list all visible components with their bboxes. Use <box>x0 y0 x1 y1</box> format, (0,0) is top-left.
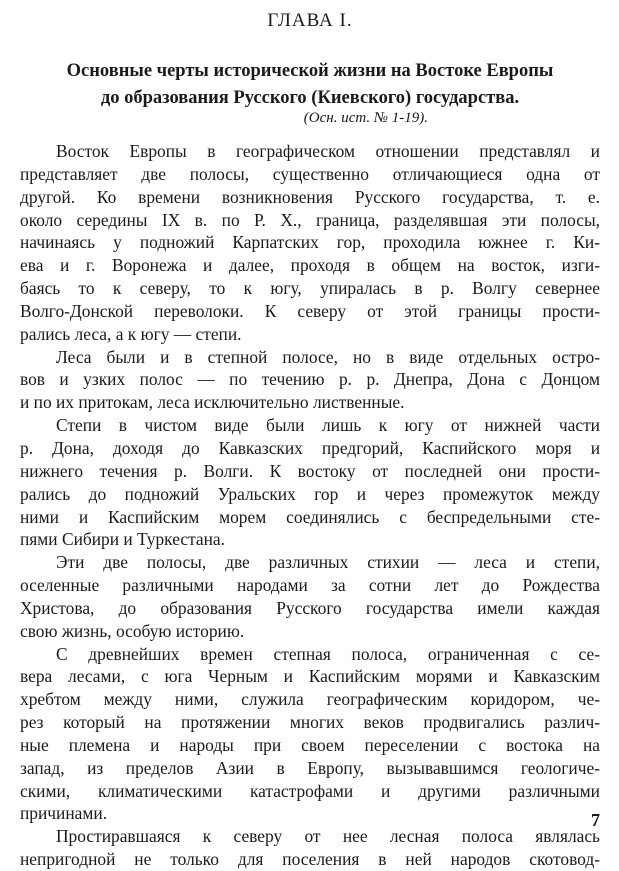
text-line: С древнейших времен степная полоса, ограниченная с се- <box>56 643 600 664</box>
text-line: пями Сибири и Туркестана. <box>20 529 225 550</box>
text-line: р. Дона, доходя до Кавказских предгорий, Каспийского моря и <box>20 437 600 458</box>
paragraph <box>20 140 600 346</box>
text-line: хребтом между ними, служила географическим коридором, че- <box>20 689 600 710</box>
paragraph <box>20 551 600 642</box>
paragraph <box>20 346 600 415</box>
text-line: и по их притокам, леса исключительно лиственные. <box>20 392 405 413</box>
page-number: 7 <box>591 810 600 830</box>
text-line: вера лесами, с юга Черным и Каспийским морями и Кавказским <box>20 666 600 687</box>
chapter-title-line: Основные черты исторической жизни на Востоке Европы <box>66 61 554 81</box>
chapter-title-line: до образования Русского (Киевского) государства. <box>100 88 520 108</box>
text-line: рались до подножий Уральских гор и через промежуток между <box>20 483 600 504</box>
text-line: Восток Европы в географическом отношении представлял и <box>56 141 600 161</box>
text-line: около середины IX в. по Р. Х., граница, разделявшая эти полосы, <box>20 209 600 230</box>
text-line: начинаясь у подножий Карпатских гор, проходила южнее г. Ки- <box>20 232 600 253</box>
text-line: Простиравшаяся к северу от нее лесная полоса являлась <box>56 826 600 847</box>
text-line: скими, климатическими катастрофами и другими различными <box>20 780 600 801</box>
text-line: Эти две полосы, две различных стихии — леса и степи, <box>56 552 600 573</box>
text-line: запад, из пределов Азии в Европу, вызывавшимся геологиче- <box>20 757 600 778</box>
text-line: ные племена и народы при своем переселении с востока на <box>20 734 600 755</box>
text-line: рез который на протяжении многих веков продвигались различ- <box>20 712 600 733</box>
text-line: вов и узких полос — по течению р. р. Днепра, Дона с Донцом <box>20 369 600 390</box>
text-line: Христова, до образования Русского государства имели каждая <box>20 597 600 618</box>
text-line: представляет две полосы, существенно отличающиеся одна от <box>20 163 600 184</box>
text-line: ними и Каспийским морем соединялись с беспредельными сте- <box>20 506 600 527</box>
text-line: рались леса, а к югу — степи. <box>20 323 242 344</box>
text-line: Степи в чистом виде были лишь к югу от нижней части <box>56 415 600 436</box>
text-line: оселенные различными народами за сотни лет до Рождества <box>20 575 600 596</box>
text-line: нижнего течения р. Волги. К востоку от последней они прости- <box>20 460 600 481</box>
text-line: другой. Ко времени возникновения Русского государства, т. е. <box>20 186 600 207</box>
chapter-title <box>20 58 600 112</box>
text-line: ева и г. Воронежа и далее, проходя в общем на восток, изги- <box>20 255 600 276</box>
body-text <box>20 140 600 871</box>
source-reference: (Осн. ист. № 1-19). <box>303 110 428 126</box>
document-page <box>20 0 600 870</box>
text-line: причинами. <box>20 803 108 824</box>
paragraph <box>20 643 600 826</box>
paragraph <box>20 825 600 871</box>
chapter-heading: ГЛАВА I. <box>267 10 353 31</box>
text-line: Волго-Донской переволоки. К северу от этой границы прости- <box>20 300 600 321</box>
text-line: непригодной не только для поселения в ней народов скотовод- <box>20 849 600 870</box>
text-line: Леса были и в степной полосе, но в виде отдельных остро- <box>56 346 600 367</box>
text-line: баясь то к северу, то к югу, упиралась в р. Волгу севернее <box>20 278 600 299</box>
text-line: свою жизнь, особую историю. <box>20 620 245 641</box>
paragraph <box>20 414 600 551</box>
